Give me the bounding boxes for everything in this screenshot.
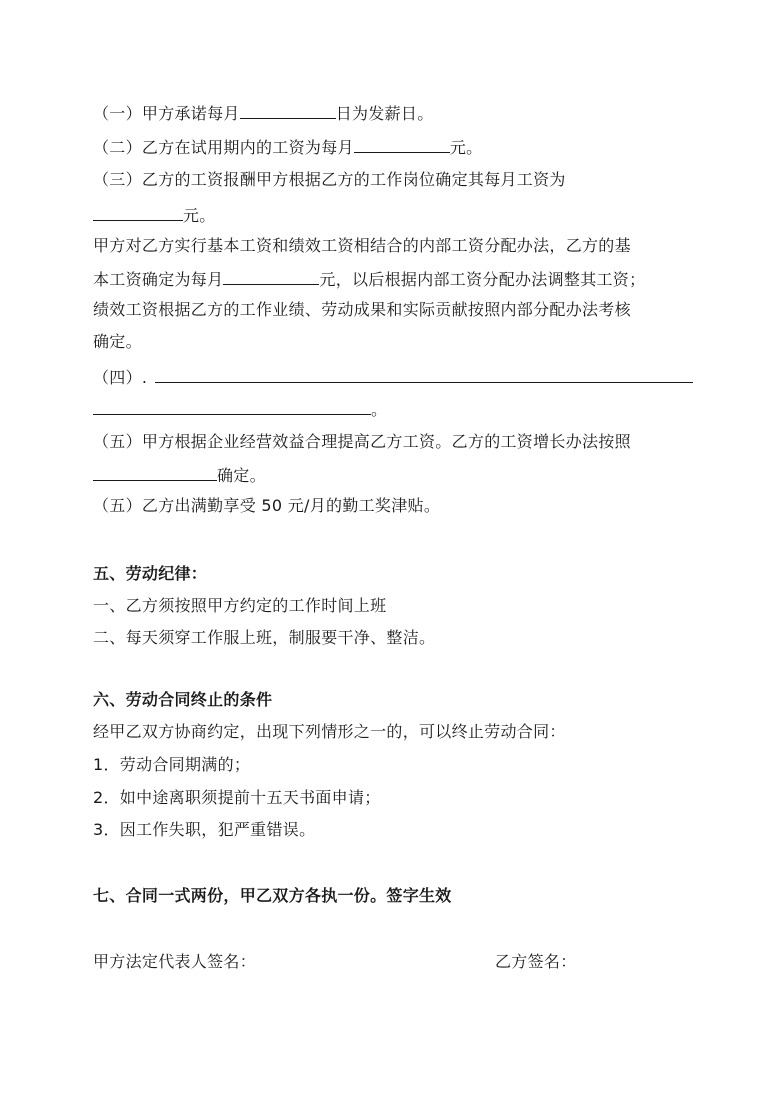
copies-heading: 七、合同一式两份，甲乙双方各执一份。签字生效 — [93, 886, 452, 905]
termination-heading: 六、劳动合同终止的条件 — [93, 690, 273, 709]
salary-line-7: 绩效工资根据乙方的工作业绩、劳动成果和实际贡献按照内部分配办法考核 — [93, 300, 631, 319]
termination-item: 3．因工作失职，犯严重错误。 — [93, 820, 316, 839]
termination-item: 1．劳动合同期满的； — [93, 755, 251, 774]
salary-line-1-text-a: （一）甲方承诺每月 — [93, 104, 240, 123]
fill-in-blank — [354, 136, 450, 153]
salary-line-9-text: （四）. — [93, 368, 148, 387]
salary-line-4 — [93, 204, 216, 226]
salary-line-2-text-b: 元。 — [449, 138, 483, 157]
salary-line-8: 确定。 — [93, 332, 142, 351]
salary-line-3: （三）乙方的工资报酬甲方根据乙方的工作岗位确定其每月工资为 — [93, 170, 566, 189]
party-a-signature-label: 甲方法定代表人签名： — [93, 952, 257, 971]
salary-line-5: 甲方对乙方实行基本工资和绩效工资相结合的内部工资分配办法，乙方的基 — [93, 236, 631, 255]
salary-line-9 — [93, 366, 693, 388]
salary-line-4-text: 元。 — [183, 206, 216, 225]
salary-line-13: （五）乙方出满勤享受 50 元/月的勤工奖津贴。 — [93, 496, 441, 515]
salary-line-10 — [93, 398, 387, 420]
discipline-heading: 五、劳动纪律： — [93, 564, 208, 583]
salary-line-10-text: 。 — [371, 400, 388, 419]
salary-line-6-text-a: 本工资确定为每月 — [93, 270, 224, 289]
fill-in-blank-long — [155, 366, 693, 383]
salary-line-1 — [93, 102, 434, 124]
party-b-signature-label: 乙方签名： — [495, 952, 577, 971]
salary-line-2-text-a: （二）乙方在试用期内的工资为每月 — [93, 138, 354, 157]
termination-item: 2．如中途离职须提前十五天书面申请； — [93, 788, 381, 807]
salary-line-1-text-b: 日为发薪日。 — [335, 104, 434, 123]
fill-in-blank — [93, 464, 217, 481]
salary-line-6 — [93, 268, 645, 290]
fill-in-blank — [223, 268, 319, 285]
salary-line-12 — [93, 464, 266, 486]
salary-line-12-text: 确定。 — [217, 466, 266, 485]
salary-line-2 — [93, 136, 482, 158]
salary-line-11: （五）甲方根据企业经营效益合理提高乙方工资。乙方的工资增长办法按照 — [93, 432, 631, 451]
discipline-item: 一、乙方须按照甲方约定的工作时间上班 — [93, 596, 387, 615]
termination-intro: 经甲乙双方协商约定，出现下列情形之一的，可以终止劳动合同： — [93, 722, 566, 741]
fill-in-blank — [240, 102, 336, 119]
salary-line-6-text-b: 元，以后根据内部工资分配办法调整其工资； — [319, 270, 646, 289]
fill-in-blank — [93, 204, 183, 221]
discipline-item: 二、每天须穿工作服上班，制服要干净、整洁。 — [93, 628, 436, 647]
fill-in-blank — [93, 398, 371, 415]
